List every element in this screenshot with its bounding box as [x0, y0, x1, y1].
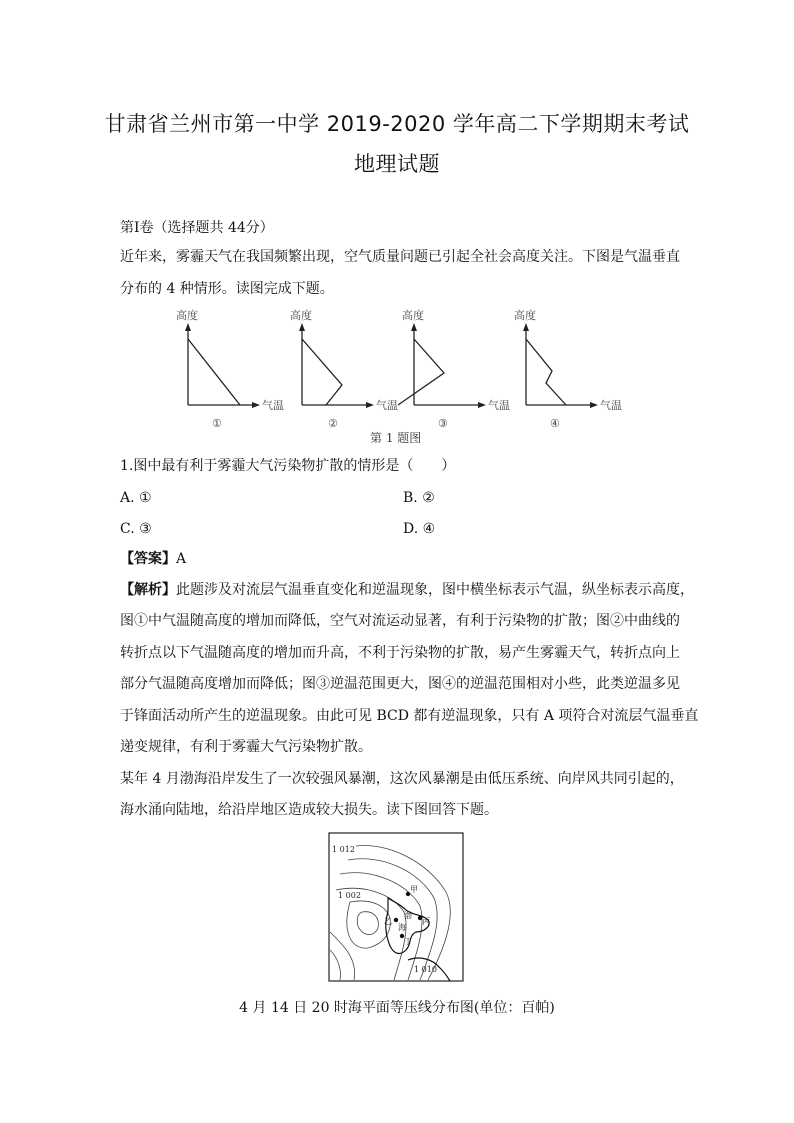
figure1-caption: 第 1 题图 — [370, 431, 422, 445]
page-subtitle: 地理试题 — [354, 152, 440, 176]
y-axis-label: 高度 — [402, 309, 424, 322]
place-hai: 海 — [398, 923, 406, 932]
question1-stem: 1.图中最有利于雾霾大气污染物扩散的情形是（ ） — [120, 458, 456, 474]
option-c: C. ③ — [120, 521, 152, 537]
place-bing: 丙 — [422, 917, 430, 926]
passage1-line: 分布的 4 种情形。读图完成下题。 — [120, 281, 334, 297]
explanation-tag: 【解析】 — [120, 582, 176, 598]
x-axis-label: 气温 — [488, 399, 510, 412]
explanation-line: 转折点以下气温随高度的增加而升高，不利于污染物的扩散，易产生雾霾天气，转折点向上 — [120, 645, 680, 661]
figure2-caption: 4 月 14 日 20 时海平面等压线分布图(单位：百帕) — [239, 1000, 555, 1016]
isobar-label: 1 012 — [332, 845, 355, 854]
panel-label: ① — [212, 417, 222, 430]
panel-label: ② — [328, 417, 338, 430]
place-yi: 乙 — [384, 917, 392, 926]
panel-label: ③ — [438, 417, 448, 430]
option-d: D. ④ — [403, 521, 436, 537]
answer1 — [120, 549, 680, 569]
place-ding: 丁 — [404, 937, 412, 946]
explanation-line: 于锋面活动所产生的逆温现象。由此可见 BCD 都有逆温现象，只有 A 项符合对流层气温垂直 — [120, 708, 699, 724]
option-a: A. ① — [120, 490, 152, 506]
explanation-line: 图①中气温随高度的增加而降低，空气对流运动显著，有利于污染物的扩散；图②中曲线的 — [120, 613, 680, 629]
y-axis-label: 高度 — [176, 309, 198, 322]
answer-tag: 【答案】 — [120, 551, 176, 567]
explanation-line — [120, 580, 694, 600]
answer-value: A — [176, 551, 187, 567]
y-axis-label: 高度 — [514, 309, 536, 322]
place-bo: 渤 — [404, 911, 412, 920]
passage1-line: 近年来，雾霾天气在我国频繁出现，空气质量问题已引起全社会高度关注。下图是气温垂直 — [120, 249, 680, 265]
explanation-text: 此题涉及对流层气温垂直变化和逆温现象，图中横坐标表示气温，纵坐标表示高度， — [176, 582, 694, 598]
passage2-line: 海水涌向陆地，给沿岸地区造成较大损失。读下图回答下题。 — [120, 802, 498, 818]
isobar-label: 1 002 — [338, 891, 361, 900]
temperature-profile-figure — [174, 305, 634, 445]
place-jia: 甲 — [410, 885, 418, 894]
page-title: 甘肃省兰州市第一中学 2019-2020 学年高二下学期期末考试 — [104, 112, 690, 136]
option-b: B. ② — [403, 490, 435, 506]
passage2-line: 某年 4 月渤海沿岸发生了一次较强风暴潮，这次风暴潮是由低压系统、向岸风共同引起的， — [120, 771, 684, 787]
y-axis-label: 高度 — [290, 309, 312, 322]
section-label: 第Ⅰ卷（选择题共 44分） — [120, 220, 274, 236]
x-axis-label: 气温 — [376, 399, 398, 412]
isobar-map-figure — [328, 832, 464, 982]
explanation-line: 部分气温随高度增加而降低；图③逆温范围更大，图④的逆温范围相对小些，此类逆温多见 — [120, 676, 680, 692]
isobar-label: 1 010 — [414, 965, 437, 974]
panel-label: ④ — [550, 417, 560, 430]
x-axis-label: 气温 — [262, 399, 284, 412]
x-axis-label: 气温 — [600, 399, 622, 412]
explanation-line: 递变规律，有利于雾霾大气污染物扩散。 — [120, 739, 372, 755]
